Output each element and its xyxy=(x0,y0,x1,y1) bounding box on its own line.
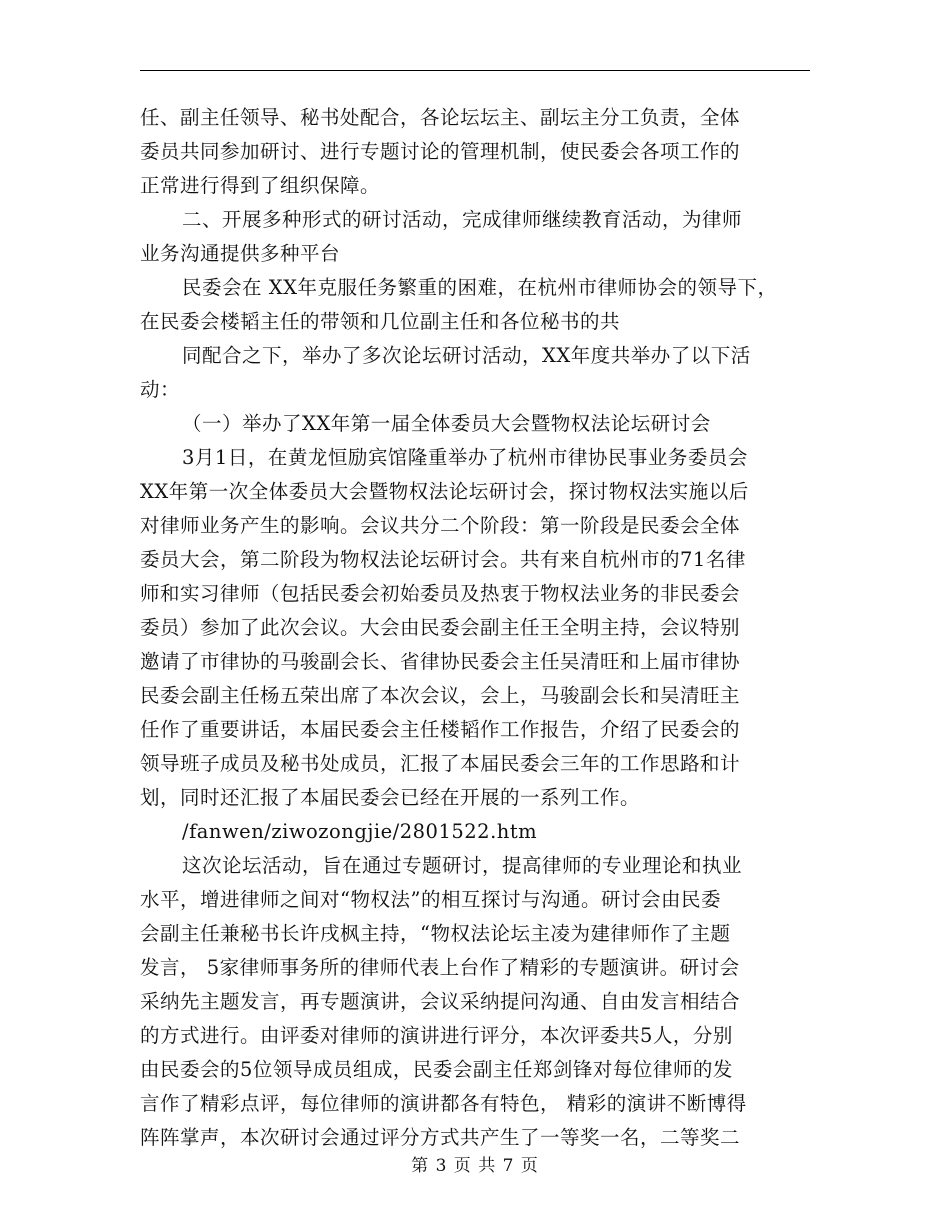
text-line: 同配合之下，举办了多次论坛研讨活动，XX年度共举办了以下活 xyxy=(182,344,751,367)
text-line: 在民委会楼韬主任的带领和几位副主任和各位秘书的共 xyxy=(140,310,621,333)
text-line: 正常进行得到了组织保障。 xyxy=(140,174,381,197)
text-line: 由民委会的5位领导成员组成，民委会副主任郑剑锋对每位律师的发 xyxy=(140,1058,733,1081)
text-line: 动： xyxy=(140,378,181,401)
text-line: 委员）参加了此次会议。大会由民委会副主任王全明主持，会议特别 xyxy=(140,616,741,639)
text-line: 言作了精彩点评，每位律师的演讲都各有特色， 精彩的演讲不断博得 xyxy=(140,1092,747,1115)
text-line: 这次论坛活动，旨在通过专题研讨，提高律师的专业理论和执业 xyxy=(182,854,743,877)
text-line: 任、副主任领导、秘书处配合，各论坛坛主、副坛主分工负责，全体 xyxy=(140,106,741,129)
text-line: 发言， 5家律师事务所的律师代表上台作了精彩的专题演讲。研讨会 xyxy=(140,956,740,979)
text-line: 领导班子成员及秘书处成员，汇报了本届民委会三年的工作思路和计 xyxy=(140,752,741,775)
text-line: 委员共同参加研讨、进行专题讨论的管理机制，使民委会各项工作的 xyxy=(140,140,741,163)
text-line: 划，同时还汇报了本届民委会已经在开展的一系列工作。 xyxy=(140,786,641,809)
text-line: 对律师业务产生的影响。会议共分二个阶段：第一阶段是民委会全体 xyxy=(140,514,741,537)
section-heading: 二、开展多种形式的研讨活动，完成律师继续教育活动，为律师 xyxy=(182,208,743,231)
text-line: 师和实习律师（包括民委会初始委员及热衷于物权法业务的非民委会 xyxy=(140,582,741,605)
section-heading: 业务沟通提供多种平台 xyxy=(140,242,341,265)
url-line: /fanwen/ziwozongjie/2801522.htm xyxy=(182,820,538,843)
text-line: 民委会在 XX年克服任务繁重的困难，在杭州市律师协会的领导下， xyxy=(182,276,778,299)
text-line: 会副主任兼秘书长许戌枫主持，“物权法论坛主凌为建律师作了主题 xyxy=(140,922,731,945)
text-line: 水平，增进律师之间对“物权法”的相互探讨与沟通。研讨会由民委 xyxy=(140,888,721,911)
subsection-heading: （一）举办了XX年第一届全体委员大会暨物权法论坛研讨会 xyxy=(182,412,711,435)
text-line: 3月1日，在黄龙恒励宾馆隆重举办了杭州市律协民事业务委员会 xyxy=(182,446,748,469)
text-line: 的方式进行。由评委对律师的演讲进行评分，本次评委共5人，分别 xyxy=(140,1024,733,1047)
text-line: 委员大会，第二阶段为物权法论坛研讨会。共有来自杭州市的71名律 xyxy=(140,548,746,571)
text-line: 民委会副主任杨五荣出席了本次会议，会上，马骏副会长和吴清旺主 xyxy=(140,684,741,707)
text-line: XX年第一次全体委员大会暨物权法论坛研讨会，探讨物权法实施以后 xyxy=(140,480,749,503)
page-number-footer: 第 3 页 共 7 页 xyxy=(411,1156,539,1176)
text-line: 采纳先主题发言，再专题演讲，会议采纳提问沟通、自由发言相结合 xyxy=(140,990,741,1013)
text-line: 邀请了市律协的马骏副会长、省律协民委会主任吴清旺和上届市律协 xyxy=(140,650,741,673)
text-line: 任作了重要讲话，本届民委会主任楼韬作工作报告，介绍了民委会的 xyxy=(140,718,741,741)
header-rule xyxy=(140,70,810,71)
text-line: 阵阵掌声，本次研讨会通过评分方式共产生了一等奖一名，二等奖二 xyxy=(140,1126,741,1149)
